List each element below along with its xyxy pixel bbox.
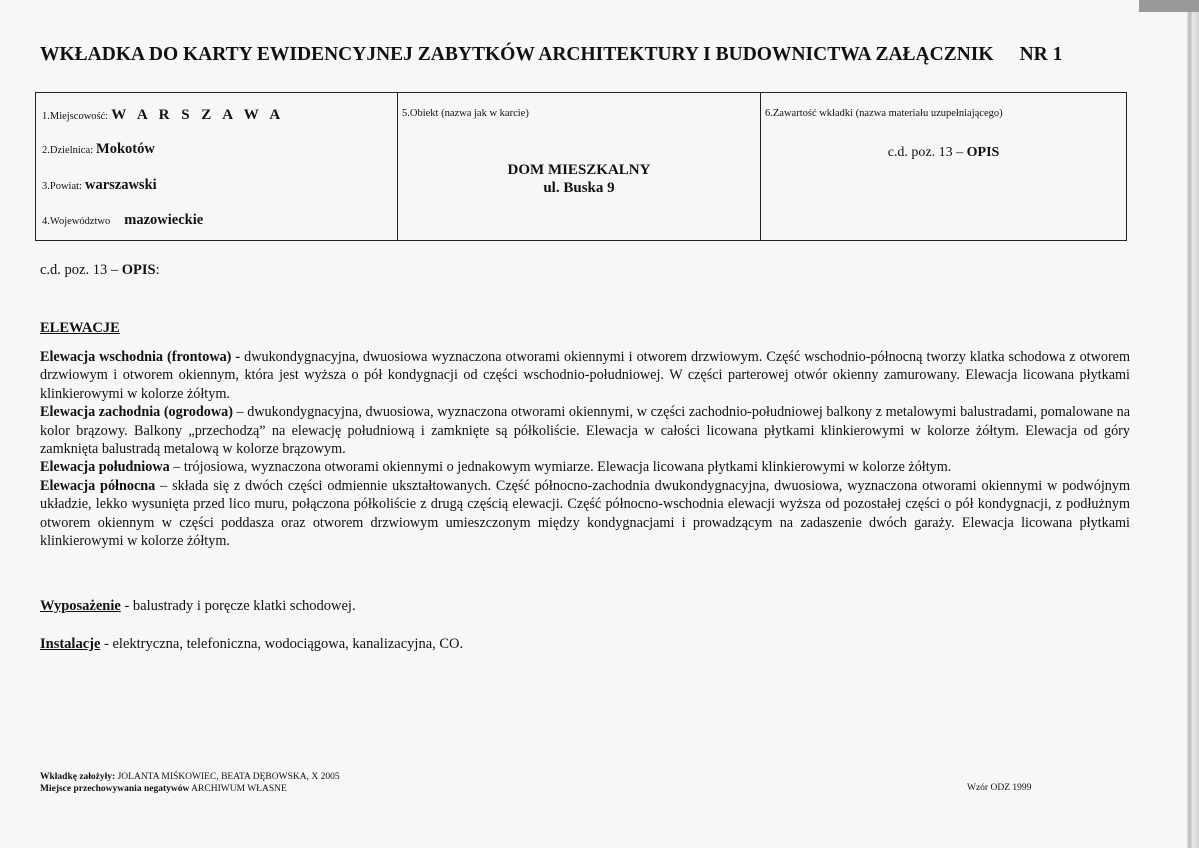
title-text: WKŁADKA DO KARTY EWIDENCYJNEJ ZABYTKÓW ARCHITEKTURY I BUDOWNICTWA ZAŁĄCZNIK: [40, 44, 994, 65]
object-title: [398, 161, 760, 197]
paragraph-text: – trójosiowa, wyznaczona otworami okiennymi o jednakowym wymiarze. Elewacja licowana płytkami klinkierowymi w kolorze żółtym.: [169, 459, 952, 476]
continuation-suffix: :: [155, 262, 160, 278]
contents-bold: OPIS: [966, 145, 1000, 160]
county-label: 3.Powiat:: [42, 181, 82, 192]
installations-line: [40, 636, 463, 653]
attachment-number: NR 1: [1019, 44, 1063, 65]
county-value: warszawski: [84, 177, 157, 193]
scan-edge-strip: [1187, 0, 1199, 848]
paragraph-text: dwukondygnacyjna, dwuosiowa wyznaczona otworami okiennymi i otworem drzwiowym. Część wschodnio-północną tworzy klatka schodowa z otworem drzwiowym i otworem okiennym, która jest wyższa o pół kondygnacji od części wschodnio-południowej. W części parterowej otwór okienny zamurowany. Elewacja licowana płytkami klinkierowymi w kolorze żółtym.: [40, 349, 1131, 402]
installations-label: Instalacje: [40, 636, 101, 652]
document-title: [40, 44, 1160, 66]
locality-field: [42, 107, 284, 124]
object-address: ul. Buska 9: [543, 180, 615, 196]
voivodeship-label: 4.Województwo: [42, 216, 111, 227]
equipment-label: Wyposażenie: [40, 598, 121, 614]
object-column: [398, 93, 761, 240]
paragraph-south: [40, 458, 1130, 476]
locality-label: 1.Miejscowość:: [42, 111, 109, 122]
equipment-line: [40, 598, 356, 615]
authors-label: Wkładkę założyły:: [40, 772, 116, 782]
authors-value: JOLANTA MIŚKOWIEC, BEATA DĘBOWSKA, X 2005: [115, 772, 340, 782]
info-table: [35, 92, 1127, 241]
voivodeship-field: [42, 212, 203, 229]
paragraph-text: – składa się z dwóch części odmiennie ukształtowanych. Część północno-zachodnia dwukondygnacyjna, dwuosiowa, wyznaczona otworami okiennymi w podwójnym układzie, lekko wysunięta przed lico muru, połączona półkoliście z drugą częścią elewacji. Część północno-wschodnia elewacji wyższa od pozostałej części o pół kondygnacji, z podłużnym otworem okiennym w części poddasza oraz otworem drzwiowym umieszczonym między kondygnacjami i prowadzącym na zadaszenie dwóch garaży. Elewacja licowana płytkami klinkierowymi w kolorze żółtym.: [40, 477, 1130, 550]
contents-prefix: c.d. poz. 13 –: [887, 145, 967, 160]
continuation-prefix: c.d. poz. 13 –: [40, 262, 122, 278]
paragraph-heading: Elewacja północna: [40, 477, 156, 494]
section-heading: ELEWACJE: [40, 320, 120, 336]
contents-label: 6.Zawartość wkładki (nazwa materiału uzupełniającego): [765, 108, 1003, 119]
equipment-text: - balustrady i poręcze klatki schodowej.: [120, 598, 356, 614]
district-value: Mokotów: [96, 141, 155, 157]
footer-storage: [40, 783, 340, 795]
storage-value: ARCHIWUM WŁASNE: [189, 784, 287, 794]
scan-edge-corner: [1139, 0, 1199, 12]
footer-authors: [40, 771, 340, 783]
paragraph-heading: Elewacja wschodnia (frontowa) -: [40, 349, 241, 365]
storage-label: Miejsce przechowywania negatywów: [40, 784, 190, 794]
facades-description: [40, 348, 1130, 550]
installations-text: - elektryczna, telefoniczna, wodociągowa, kanalizacyjna, CO.: [100, 636, 464, 652]
district-label: 2.Dzielnica:: [42, 145, 94, 156]
continuation-bold: OPIS: [121, 262, 156, 278]
template-mark: Wzór ODZ 1999: [967, 783, 1032, 793]
footer-credits: [40, 771, 340, 795]
location-column: [36, 93, 398, 240]
district-field: [42, 141, 155, 158]
locality-value: W A R S Z A W A: [111, 107, 285, 123]
object-name: DOM MIESZKALNY: [507, 162, 651, 178]
contents-value: [761, 145, 1126, 161]
county-field: [42, 177, 157, 194]
paragraph-text: – dwukondygnacyjna, dwuosiowa, wyznaczona otworami okiennymi, w części zachodnio-południowej balkony z metalowymi balustradami, pomalowane na kolor brązowy. Balkony „przechodzą” na elewację południową i zamknięte są półkoliście. Elewacja w całości licowana płytkami klinkierowymi w kolorze żółtym. Elewacja od góry zamknięta balustradą metalową w kolorze brązowym.: [40, 404, 1130, 458]
paragraph-east: [40, 348, 1130, 403]
paragraph-north: [40, 477, 1130, 551]
paragraph-heading: Elewacja południowa: [40, 459, 170, 476]
paragraph-heading: Elewacja zachodnia (ogrodowa): [40, 404, 233, 421]
contents-column: [761, 93, 1126, 240]
voivodeship-value: mazowieckie: [124, 212, 204, 228]
paragraph-west: [40, 403, 1130, 458]
continuation-heading: [40, 262, 160, 279]
object-label: 5.Obiekt (nazwa jak w karcie): [402, 108, 529, 119]
